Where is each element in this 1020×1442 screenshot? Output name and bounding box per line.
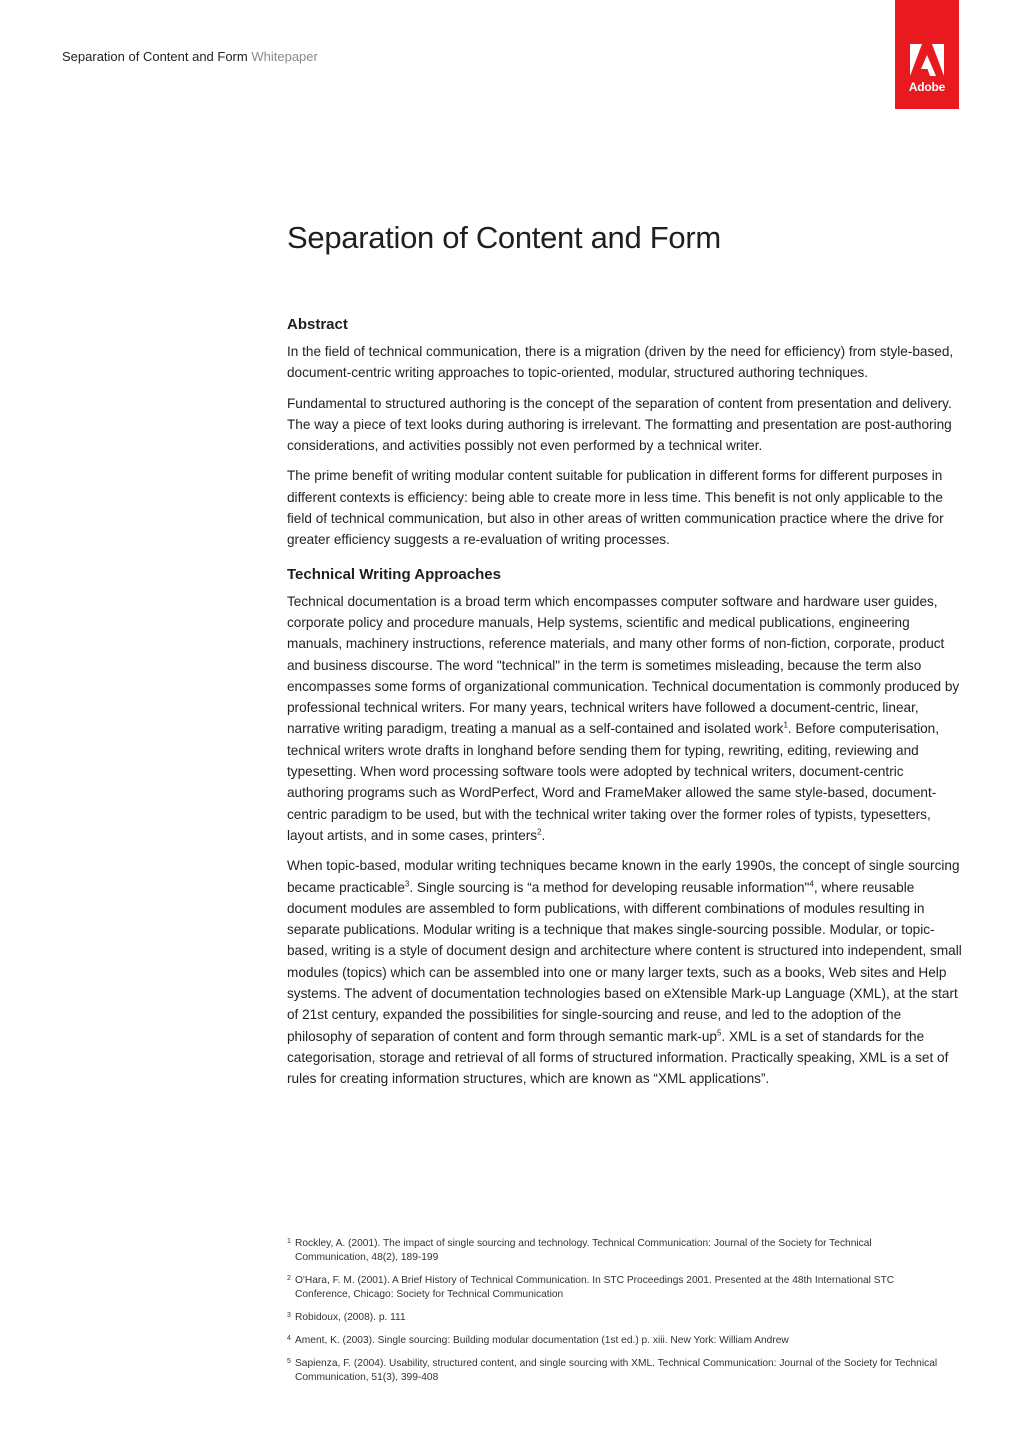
footnote-text: O'Hara, F. M. (2001). A Brief History of Technical Communication. In STC Proceedings 2001. Presented at the 48th International STC Conference, Chicago: Society for Technical Communication: [295, 1275, 895, 1300]
footnote-ref: 2: [537, 827, 542, 837]
text-run: When topic-based, modular writing techniques became known in the early 1990s, the concept of single sourcing became practicable: [287, 858, 960, 895]
text-run: Technical documentation is a broad term which encompasses computer software and hardware user guides, corporate policy and procedure manuals, Help systems, scientific and medical publications, engineering manuals, machinery instructions, reference materials, and many other forms of non-fiction, corporate, product and business discourse. The word "technical" in the term is sometimes misleading, because the term also encompasses some forms of organizational communication. Technical documentation is commonly produced by professional technical writers. For many years, technical writers have followed a document-centric, linear, narrative writing paradigm, treating a manual as a self-contained and isolated work: [287, 593, 960, 737]
footnote-text: Rockley, A. (2001). The impact of single sourcing and technology. Technical Communication: Journal of the Society for Technical Communication, 48(2), 189-199: [295, 1238, 872, 1263]
abstract-heading: Abstract: [287, 316, 348, 333]
abstract-paragraph: In the field of technical communication, there is a migration (driven by the need for efficiency) from style-based, document-centric writing approaches to topic-oriented, modular, structured authoring techniques.: [287, 344, 954, 381]
footnote-number: 3: [287, 1312, 291, 1319]
approaches-heading: Technical Writing Approaches: [287, 565, 501, 583]
adobe-a-logo-icon: [910, 44, 944, 76]
footnote-number: 1: [287, 1238, 291, 1245]
abstract-paragraph: Fundamental to structured authoring is the concept of the separation of content from presentation and delivery. The way a piece of text looks during authoring is irrelevant. The formatting and presentation are post-authoring considerations, and activities possibly not even performed by a technical writer.: [287, 395, 952, 454]
footnote-number: 5: [287, 1358, 291, 1365]
running-header: [62, 49, 318, 64]
adobe-logo: [895, 0, 959, 109]
text-run: . Before computerisation, technical writers wrote drafts in longhand before sending them for typing, rewriting, editing, reviewing and typesetting. When word processing software tools were adopted by technical writers, document-centric authoring programs such as WordPerfect, Word and FrameMaker allowed the same style-based, document-centric paradigm to be used, but with the technical writer taking over the former roles of typists, typesetters, layout artists, and in some cases, printers: [287, 721, 940, 843]
footnote: [287, 1357, 947, 1385]
header-title: Separation of Content and Form: [62, 49, 248, 64]
abstract-paragraph: The prime benefit of writing modular content suitable for publication in different forms for different purposes in different contexts is efficiency: being able to create more in less time. This benefit is not only applicable to the field of technical communication, but also in other areas of written communication practice where the drive for greater efficiency suggests a re-evaluation of writing processes.: [287, 468, 944, 548]
footnote-ref: 4: [809, 879, 814, 888]
footnote-number: 2: [287, 1275, 291, 1282]
footnote-text: Sapienza, F. (2004). Usability, structured content, and single sourcing with XML. Technical Communication: Journal of the Society for Technical Communication, 51(3), 399-408: [295, 1358, 938, 1383]
footnote-ref: 5: [716, 1028, 722, 1038]
approaches-paragraph: [287, 855, 962, 1089]
footnote-ref: 3: [404, 879, 410, 888]
footnote-ref: 1: [783, 720, 788, 730]
text-run: . Single sourcing is “a method for developing reusable information": [409, 879, 810, 895]
logo-wordmark: Adobe: [908, 80, 946, 94]
document-title: Separation of Content and Form: [287, 220, 721, 255]
text-run: , where reusable document modules are assembled to form publications, with different combinations of modules resulting in separate publications. Modular writing is a technique that makes single-sourcing possible. Modular, or topic-based, writing is a style of document design and architecture where content is structured into independent, small modules (topics) which can be assembled into one or many larger texts, such as a books, Web sites and Help systems. The advent of documentation technologies based on eXtensible Mark-up Language (XML), at the start of 21st century, expanded the possibilities for single-sourcing and reuse, and led to the adoption of the philosophy of separation of content and form through semantic mark-up: [287, 879, 962, 1044]
footnote: [287, 1274, 947, 1302]
footnote-text: Ament, K. (2003). Single sourcing: Building modular documentation (1st ed.) p. xiii. New York: William Andrew: [295, 1335, 789, 1346]
document-body: [287, 220, 962, 1090]
footnote-number: 4: [287, 1335, 291, 1342]
footnote: [287, 1311, 947, 1325]
footnote: [287, 1237, 947, 1265]
footnote: [287, 1334, 947, 1348]
footnotes: [287, 1237, 947, 1394]
text-run: . XML is a set of standards for the categorisation, storage and retrieval of all forms of structured information. Practically speaking, XML is a set of rules for creating information structures, which are known as “XML applications”.: [287, 1028, 949, 1087]
header-subtitle: Whitepaper: [251, 49, 318, 64]
footnote-text: Robidoux, (2008). p. 111: [295, 1312, 406, 1323]
text-run: .: [541, 827, 546, 843]
approaches-paragraph: [287, 591, 962, 847]
